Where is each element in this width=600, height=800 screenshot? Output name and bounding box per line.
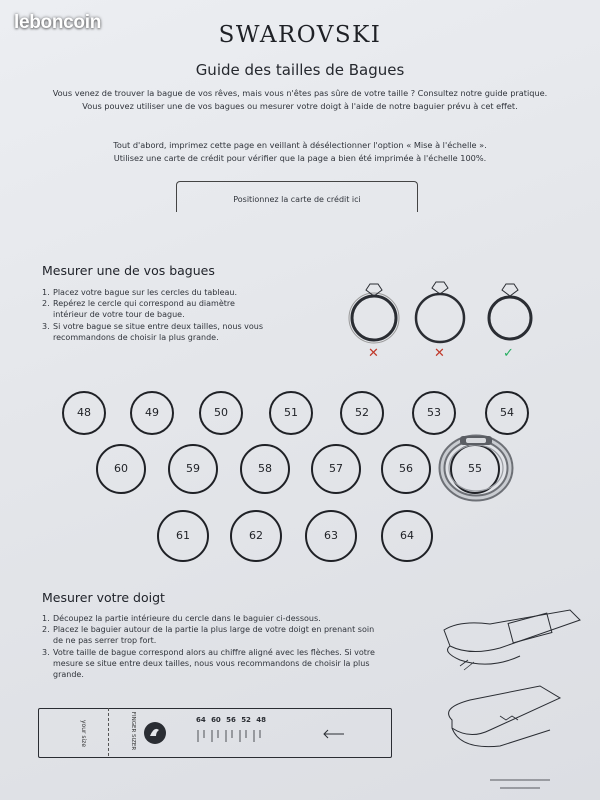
incorrect-mark-icon: ✕	[434, 346, 445, 361]
sizer-arrow-icon	[318, 726, 348, 742]
sizer-number: 48	[256, 716, 266, 724]
list-item: 1. Placez votre bague sur les cercles du tableau.	[42, 288, 238, 297]
finger-sizer-illustration	[430, 590, 600, 800]
size-circle: 62	[230, 510, 282, 562]
list-item: de ne pas serrer trop fort.	[53, 636, 157, 646]
brand-logo: SWAROVSKI	[218, 22, 382, 48]
swan-logo-icon	[140, 718, 170, 748]
size-circle: 51	[269, 391, 313, 435]
list-item: 2. Placez le baguier autour de la partie la plus large de votre doigt en prenant soin	[42, 625, 375, 635]
list-item: 3. Votre taille de bague correspond alors au chiffre aligné avec les flèches. Si votre	[42, 647, 375, 657]
ring-too-small-icon	[349, 284, 399, 343]
intro-line-4: Utilisez une carte de crédit pour vérifier que la page a bien été imprimée à l'échelle 100%.	[113, 153, 487, 163]
size-circle: 64	[381, 510, 433, 562]
size-circle: 54	[485, 391, 529, 435]
page-title: Guide des tailles de Bagues	[195, 61, 405, 79]
size-circle: 49	[130, 391, 174, 435]
section-heading-ring: Mesurer une de vos bagues	[42, 263, 215, 278]
ring-correct-fit-icon	[489, 284, 531, 339]
list-item: 2. Repérez le cercle qui correspond au diamètre	[42, 299, 235, 309]
sizer-number: 56	[226, 716, 236, 724]
intro-line-3: Tout d'abord, imprimez cette page en veillant à désélectionner l'option « Mise à l'échelle ».	[113, 140, 487, 150]
size-circle: 57	[311, 444, 361, 494]
list-item: grande.	[53, 670, 84, 680]
list-item: 3. Si votre bague se situe entre deux tailles, nous vous	[42, 321, 264, 331]
finger-steps-list	[42, 613, 402, 680]
ring-fit-illustration	[340, 276, 540, 346]
metal-ring-photo	[436, 432, 516, 502]
size-circle: 58	[240, 444, 290, 494]
section-heading-finger: Mesurer votre doigt	[42, 590, 165, 605]
size-circle: 59	[168, 444, 218, 494]
list-item: 1. Découpez la partie intérieure du cercle dans le baguier ci-dessous.	[42, 614, 321, 623]
sizer-number-scale	[196, 716, 266, 724]
size-circle: 53	[412, 391, 456, 435]
correct-mark-icon: ✓	[503, 346, 514, 361]
size-circle: 55	[450, 444, 500, 494]
ring-too-large-icon	[416, 282, 464, 342]
size-circle: 60	[96, 444, 146, 494]
intro-line-2: Vous pouvez utiliser une de vos bagues ou mesurer votre doigt à l'aide de notre baguier prévu à cet effet.	[82, 101, 518, 111]
size-circle: 63	[305, 510, 357, 562]
list-item: mesure se situe entre deux tailles, nous vous recommandons de choisir la plus	[53, 658, 370, 668]
sizer-number: 64	[196, 716, 206, 724]
sizer-ticks	[196, 728, 276, 748]
size-circle: 48	[62, 391, 106, 435]
credit-card-placement-box	[176, 181, 418, 212]
sizer-number: 52	[241, 716, 251, 724]
leboncoin-watermark: leboncoin	[14, 12, 102, 33]
incorrect-mark-icon: ✕	[368, 346, 379, 361]
sizer-tab	[38, 708, 109, 756]
ring-steps-list	[42, 287, 332, 343]
size-circle: 61	[157, 510, 209, 562]
sizer-number: 60	[211, 716, 221, 724]
list-item: intérieur de votre tour de bague.	[53, 310, 185, 320]
size-circle: 56	[381, 444, 431, 494]
size-circle: 52	[340, 391, 384, 435]
finger-sizer-label: FINGER SIZER	[130, 711, 137, 751]
credit-card-label: Positionnez la carte de crédit ici	[233, 195, 361, 204]
your-size-label: your size	[80, 719, 88, 748]
intro-line-1: Vous venez de trouver la bague de vos rêves, mais vous n'êtes pas sûre de votre taille ? Consultez notre guide pratique.	[52, 88, 548, 98]
size-circle: 50	[199, 391, 243, 435]
list-item: recommandons de choisir la plus grande.	[53, 332, 219, 342]
